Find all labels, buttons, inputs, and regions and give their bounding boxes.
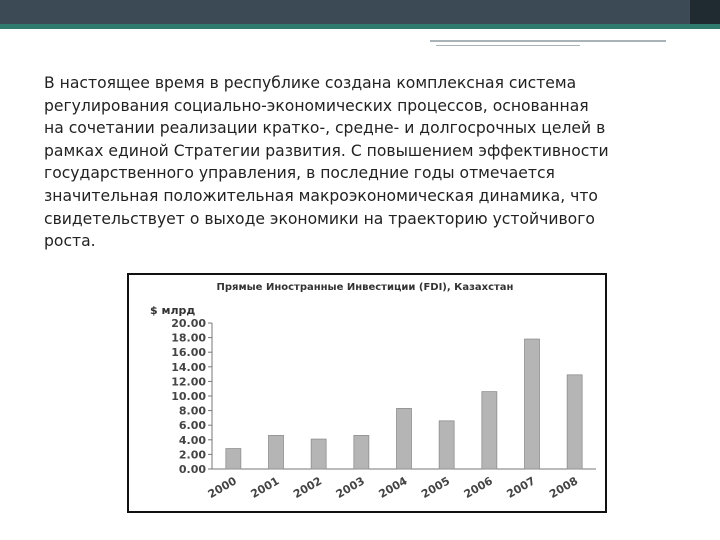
y-tick-label: 14.00 — [171, 360, 206, 374]
bar-2008 — [567, 375, 582, 469]
x-tick-label: 2000 — [205, 474, 239, 501]
chart-y-axis-label: $ млрд — [150, 304, 196, 317]
bar-2006 — [482, 392, 497, 469]
y-tick-label: 4.00 — [178, 433, 206, 447]
bar-2002 — [311, 439, 326, 469]
y-tick-label: 0.00 — [178, 463, 206, 476]
y-tick-label: 20.00 — [171, 317, 206, 330]
x-tick-label: 2002 — [291, 474, 325, 501]
x-tick-label: 2006 — [461, 474, 495, 501]
y-tick-label: 10.00 — [171, 390, 206, 403]
chart-title: Прямые Иностранные Инвестиции (FDI), Казахстан — [216, 282, 514, 293]
bar-2003 — [354, 435, 369, 469]
y-tick-label: 6.00 — [178, 419, 206, 433]
y-tick-label: 12.00 — [171, 375, 206, 389]
y-tick-label: 18.00 — [171, 331, 206, 345]
y-tick-label: 16.00 — [171, 346, 206, 360]
x-tick-label: 2003 — [333, 474, 367, 501]
bar-2007 — [525, 339, 540, 469]
x-tick-label: 2005 — [419, 474, 453, 501]
bar-2004 — [397, 408, 412, 469]
bars — [226, 339, 582, 469]
x-tick-label: 2007 — [504, 474, 538, 501]
x-tick-label: 2001 — [248, 474, 282, 501]
x-tick-label: 2008 — [547, 474, 581, 501]
bar-2005 — [439, 421, 454, 469]
y-tick-label: 2.00 — [178, 448, 206, 462]
slide-paragraph: В настоящее время в республике создана комплексная система регулирования социально-экономических процессов, основанная на сочетании реализации кратко-, средне- и долгосрочных целей в рамках единой Стратегии развития. С повышением эффективности государственного управления, в последние годы отмечается значительная положительная макроэкономическая динамика, что свидетельствует о выходе экономики на траекторию устойчивого роста. — [44, 74, 609, 251]
x-tick-label: 2004 — [376, 474, 410, 501]
y-tick-label: 8.00 — [178, 404, 206, 418]
bar-2001 — [269, 435, 284, 469]
bar-2000 — [226, 449, 241, 469]
x-axis-labels — [206, 474, 580, 501]
